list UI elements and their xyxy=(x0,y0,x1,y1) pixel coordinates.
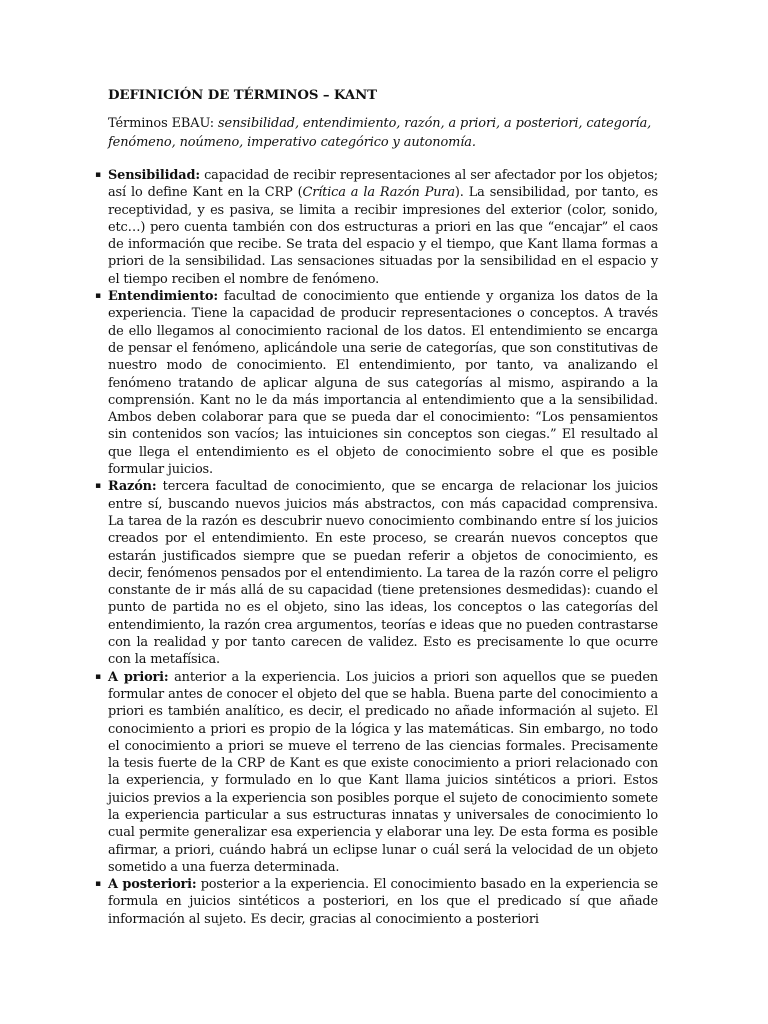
document-page xyxy=(95,86,658,928)
definition-text: anterior a la experiencia. Los juicios a priori son aquellos que se pueden formular antes de conocer el objeto del que se habla. Buena parte del conocimiento a priori es también analítico, es decir, el predicado no añade información al sujeto. El conocimiento a priori es propio de la lógica y las matemáticas. Sin embargo, no todo el conocimiento a priori se mueve el terreno de las ciencias formales. Precisamente la tesis fuerte de la CRP de Kant es que existe conocimiento a priori relacionado con la experiencia, y formulado en lo que Kant llama juicios sintéticos a priori. Estos juicios previos a la experiencia son posibles porque el sujeto de conocimiento somete la experiencia particular a sus estructuras innatas y universales de conocimiento lo cual permite generalizar esa experiencia y elaborar una ley. De esta forma es posible afirmar, a priori, cuándo habrá un eclipse lunar o cuál será la velocidad de un objeto sometido a una fuerza determinada. xyxy=(108,669,658,875)
definition-item-a-priori xyxy=(95,669,658,877)
terms-intro xyxy=(108,114,658,152)
definition-text: capacidad de recibir representaciones al ser afectador por los objetos; así lo define Kant en la CRP ( xyxy=(108,168,658,201)
definitions-list xyxy=(95,167,658,928)
bullet-icon: ▪ xyxy=(95,879,101,890)
terms-intro-label: Términos EBAU: xyxy=(108,116,219,131)
definition-term: A posteriori: xyxy=(108,877,197,893)
definition-term: A priori: xyxy=(108,669,169,685)
definition-term: Sensibilidad: xyxy=(108,168,200,183)
definition-item-razon xyxy=(95,478,658,668)
bullet-icon: ▪ xyxy=(95,671,101,682)
definition-text: posterior a la experiencia. El conocimiento basado en la experiencia se formula en juicios sintéticos a posteriori, en los que el predicado sí que añade información al sujeto. Es decir, gracias al conocimiento a posteriori xyxy=(108,877,658,927)
page-title: DEFINICIÓN DE TÉRMINOS – KANT xyxy=(108,88,377,103)
definition-term: Razón: xyxy=(108,479,157,495)
definition-text: tercera facultad de conocimiento, que se encarga de relacionar los juicios entre sí, buscando nuevos juicios más abstractos, con más capacidad comprensiva. La tarea de la razón es descubrir nuevo conocimiento combinando entre sí los juicios creados por el entendimiento. En este proceso, se crearán nuevos conceptos que estarán justificados siempre que se puedan referir a objetos de conocimiento, es decir, fenómenos pensados por el entendimiento. La tarea de la razón corre el peligro constante de ir más allá de su capacidad (tiene pretensiones desmedidas): cuando el punto de partida no es el objeto, sino las ideas, los conceptos o las categorías del entendimiento, la razón crea argumentos, teorías e ideas que no pueden contrastarse con la realidad y por tanto carecen de validez. Esto es precisamente lo que ocurre con la metafísica. xyxy=(108,479,658,668)
definition-item-sensibilidad xyxy=(95,167,658,288)
definition-italic: Crítica a la Razón Pura xyxy=(302,185,455,201)
bullet-icon: ▪ xyxy=(95,481,101,492)
definition-text: facultad de conocimiento que entiende y organiza los datos de la experiencia. Tiene la capacidad de producir representaciones o conceptos. A través de ello llegamos al conocimiento racional de los datos. El entendimiento se encarga de pensar el fenómeno, aplicándole una serie de categorías, que son constitutivas de nuestro modo de conocimiento. El entendimiento, por tanto, va analizando el fenómeno tratando de aplicar alguna de sus categorías al mismo, aspirando a la comprensión. Kant no le da más importancia al entendimiento que a la sensibilidad. Ambos deben colaborar para que se pueda dar el conocimiento: “Los pensamientos sin contenidos son vacíos; las intuiciones sin conceptos son ciegas.” El resultado al que llega el entendimiento es el objeto de conocimiento sobre el que es posible formular juicios. xyxy=(108,289,658,478)
bullet-icon: ▪ xyxy=(95,170,101,180)
definition-item-a-posteriori xyxy=(95,876,658,928)
definition-text-continued: ). La sensibilidad, por tanto, es receptividad, y es pasiva, se limita a recibir impresiones del exterior (color, sonido, etc…) pero cuenta también con dos estructuras a priori en las que “encajar” el caos de información que recibe. Se trata del espacio y el tiempo, que Kant llama formas a priori de la sensibilidad. Las sensaciones situadas por la sensibilidad en el espacio y el tiempo reciben el nombre de fenómeno. xyxy=(108,185,658,287)
definition-term: Entendimiento: xyxy=(108,289,218,305)
terms-intro-list: sensibilidad, entendimiento, razón, a priori, a posteriori, categoría, fenómeno, noúmeno, imperativo categórico y autonomía. xyxy=(108,116,652,150)
definition-item-entendimiento xyxy=(95,288,658,478)
bullet-icon: ▪ xyxy=(95,291,101,302)
